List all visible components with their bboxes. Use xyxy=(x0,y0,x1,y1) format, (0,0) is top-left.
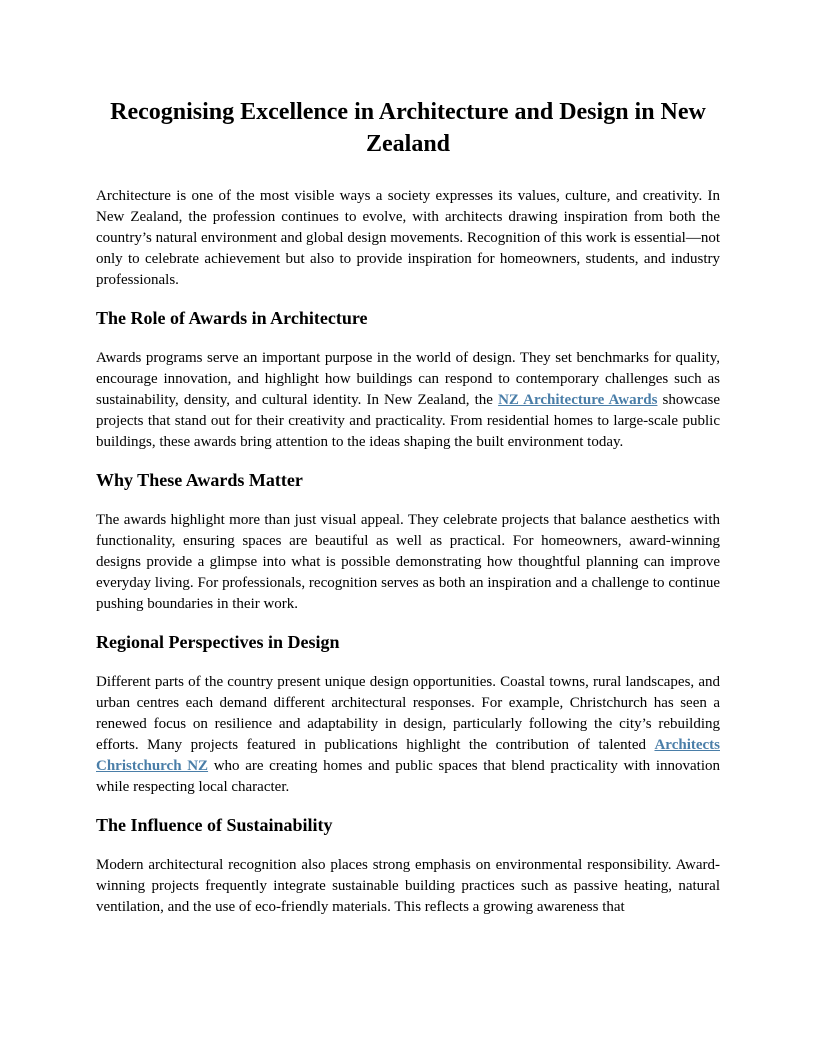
intro-paragraph: Architecture is one of the most visible ways a society expresses its values, culture, and creativity. In New Zealand, the profession continues to evolve, with architects drawing inspiration from both the country’s natural environment and global design movements. Recognition of this work is essential—not only to celebrate achievement but also to provide inspiration for homeowners, students, and industry professionals. xyxy=(96,188,720,288)
section-heading-why-awards-matter: Why These Awards Matter xyxy=(96,470,303,490)
section-paragraph-role-of-awards xyxy=(96,348,720,453)
section-paragraph-sustainability: Modern architectural recognition also places strong emphasis on environmental responsibility. Award-winning projects frequently integrate sustainable building practices such as passive heating, natural ventilation, and the use of eco-friendly materials. This reflects a growing awareness that xyxy=(96,857,720,915)
section-paragraph-why-awards-matter: The awards highlight more than just visual appeal. They celebrate projects that balance aesthetics with functionality, ensuring spaces are beautiful as well as practical. For homeowners, award-winning designs provide a glimpse into what is possible demonstrating how thoughtful planning can improve everyday living. For professionals, recognition serves as both an inspiration and a challenge to continue pushing boundaries in their work. xyxy=(96,512,720,612)
section-paragraph-regional-perspectives xyxy=(96,672,720,798)
paragraph-text: who are creating homes and public spaces that blend practicality with innovation while respecting local character. xyxy=(96,758,720,795)
document-page xyxy=(96,96,720,918)
section-heading-sustainability: The Influence of Sustainability xyxy=(96,815,333,835)
section-heading-role-of-awards: The Role of Awards in Architecture xyxy=(96,308,368,328)
paragraph-text: Awards programs serve an important purpose in the world of design. They set benchmarks for quality, encourage innovation, and highlight how buildings can respond to contemporary challenges such as sustainability, density, and cultural identity. In New Zealand, the xyxy=(96,350,720,408)
nz-architecture-awards-link[interactable]: NZ Architecture Awards xyxy=(498,392,658,408)
architects-christchurch-link[interactable]: Architects Christchurch NZ xyxy=(96,737,720,774)
section-heading-regional-perspectives: Regional Perspectives in Design xyxy=(96,632,340,652)
document-title: Recognising Excellence in Architecture and Design in New Zealand xyxy=(110,99,706,157)
paragraph-text: showcase projects that stand out for their creativity and practicality. From residential homes to large-scale public buildings, these awards bring attention to the ideas shaping the built environment today. xyxy=(96,392,721,450)
paragraph-text: Different parts of the country present unique design opportunities. Coastal towns, rural landscapes, and urban centres each demand different architectural responses. For example, Christchurch has seen a renewed focus on resilience and adaptability in design, particularly following the city’s rebuilding efforts. Many projects featured in publications highlight the contribution of talented xyxy=(96,674,720,753)
